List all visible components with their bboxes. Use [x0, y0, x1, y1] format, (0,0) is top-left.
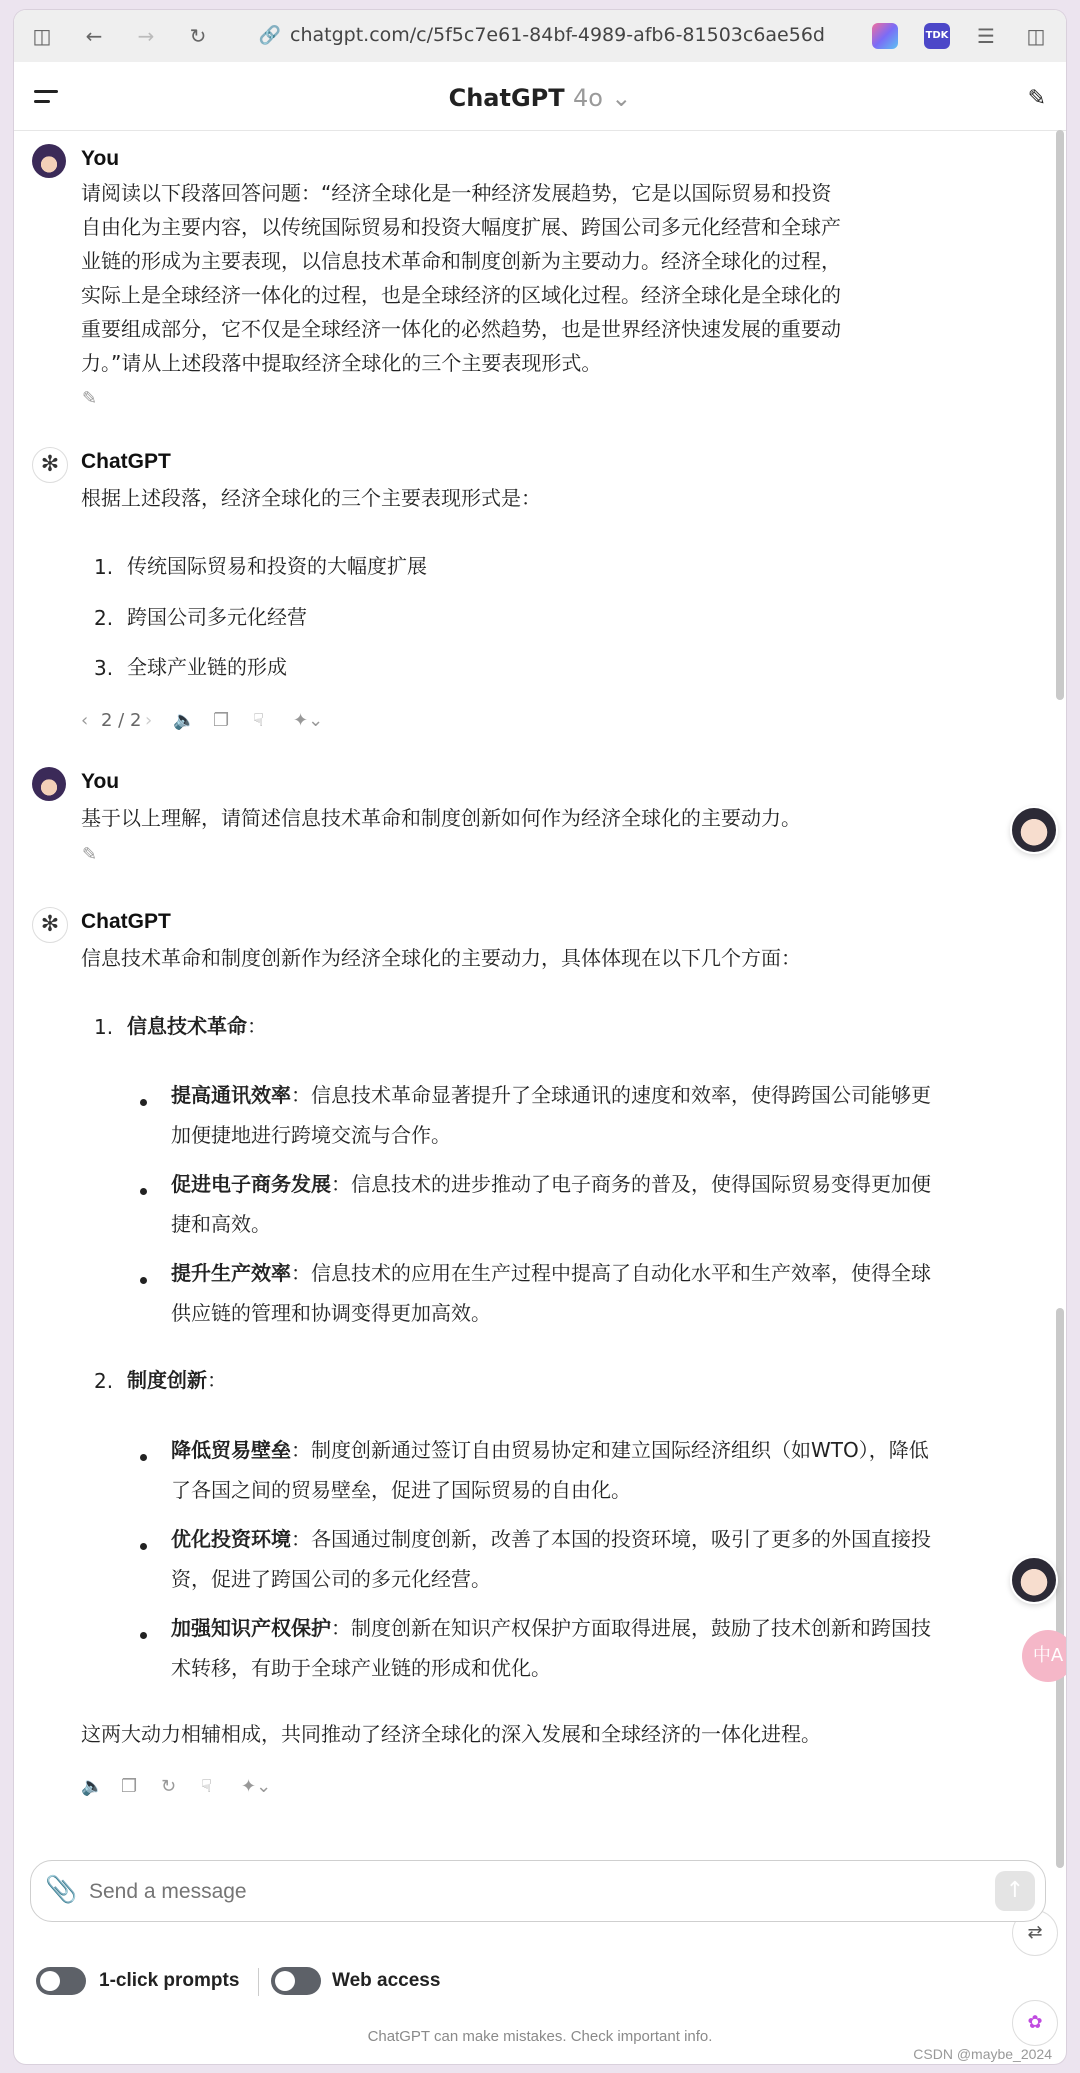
copy-icon[interactable]: ❐: [213, 710, 230, 731]
sidebar-toggle-icon[interactable]: ◫: [32, 24, 52, 48]
chevron-down-icon: ⌄: [611, 84, 632, 112]
watermark: CSDN @maybe_2024: [913, 2046, 1052, 2062]
assistant-intro: 信息技术革命和制度创新作为经济全球化的主要动力，具体体现在以下几个方面：: [81, 946, 801, 970]
address-bar[interactable]: chatgpt.com/c/5f5c7e61-84bf-4989-afb6-81503c6ae56d: [290, 24, 825, 46]
list-item: 提升生产效率：信息技术的应用在生产过程中提高了自动化水平和生产效率，使得全球 供应链的管理和协调变得更加高效。: [171, 1261, 931, 1325]
list-item: 跨国公司多元化经营: [127, 605, 307, 629]
assistant-avatar-button[interactable]: [1010, 806, 1058, 854]
bullet: [140, 1543, 147, 1550]
message-line: 力。”请从上述段落中提取经济全球化的三个主要表现形式。: [81, 351, 602, 375]
bullet: [140, 1632, 147, 1639]
toggle-label: 1-click prompts: [99, 1970, 240, 1991]
list-item: 促进电子商务发展：信息技术的进步推动了电子商务的普及，使得国际贸易变得更加便 捷和高效。: [171, 1172, 931, 1236]
brain-icon[interactable]: ✿: [1012, 2000, 1058, 2046]
translate-button[interactable]: 中A: [1022, 1630, 1066, 1682]
avatar: [32, 144, 66, 178]
response-actions: [81, 1776, 321, 1800]
message-author: ChatGPT: [81, 910, 171, 933]
web-access-toggle[interactable]: [271, 1967, 321, 1995]
app-title: ChatGPT: [448, 84, 565, 112]
user-message: 基于以上理解，请简述信息技术革命和制度创新如何作为经济全球化的主要动力。: [81, 806, 801, 830]
prev-response-icon[interactable]: ‹: [81, 710, 89, 731]
message-line: 业链的形成为主要表现，以信息技术革命和制度创新为主要动力。经济全球化的过程，: [81, 249, 841, 273]
message-line: 自由化为主要内容，以传统国际贸易和投资大幅度扩展、跨国公司多元化经营和全球产: [81, 215, 841, 239]
chatgpt-logo-icon: ✻: [32, 447, 68, 483]
page-title[interactable]: [14, 84, 1066, 112]
tdk-extension-icon[interactable]: TDK: [924, 23, 950, 49]
split-view-icon[interactable]: ◫: [1026, 24, 1046, 48]
copy-icon[interactable]: ❐: [121, 1776, 138, 1797]
section-title: 制度创新：: [127, 1368, 227, 1392]
scrollbar[interactable]: [1056, 130, 1064, 1870]
edit-pencil-icon[interactable]: ✎: [82, 844, 98, 865]
message-line: 请阅读以下段落回答问题：“经济全球化是一种经济发展趋势，它是以国际贸易和投资: [81, 181, 832, 205]
message-input[interactable]: [87, 1873, 971, 1911]
model-sparkle-icon[interactable]: ✦⌄: [241, 1776, 272, 1797]
message-line: 实际上是全球经济一体化的过程，也是全球经济的区域化过程。经济全球化是全球化的: [81, 283, 841, 307]
scrollbar-thumb[interactable]: [1056, 130, 1064, 700]
bullet: [140, 1454, 147, 1461]
message-author: You: [81, 770, 120, 793]
one-click-prompts-toggle[interactable]: [36, 1967, 86, 1995]
settings-sliders-icon[interactable]: ☰: [977, 24, 995, 48]
edit-pencil-icon[interactable]: ✎: [82, 388, 98, 409]
list-number: 1.: [94, 555, 114, 579]
link-icon: 🔗: [258, 25, 282, 46]
list-item: 提高通讯效率：信息技术革命显著提升了全球通讯的速度和效率，使得跨国公司能够更 加便捷地进行跨境交流与合作。: [171, 1083, 931, 1147]
toggle-label: Web access: [332, 1970, 441, 1991]
browser-toolbar: [14, 10, 1066, 63]
new-chat-icon[interactable]: ✎: [1027, 86, 1046, 111]
assistant-avatar-button[interactable]: [1010, 1556, 1058, 1604]
response-pager: 2 / 2: [101, 710, 142, 731]
message-author: ChatGPT: [81, 450, 171, 473]
brain-extension-icon[interactable]: [872, 23, 898, 49]
next-response-icon[interactable]: ›: [145, 710, 153, 731]
list-item: 优化投资环境：各国通过制度创新，改善了本国的投资环境，吸引了更多的外国直接投 资，促进了跨国公司的多元化经营。: [171, 1527, 931, 1591]
regenerate-icon[interactable]: ↻: [161, 1776, 177, 1797]
divider: [258, 1968, 259, 1996]
list-number: 2.: [94, 1369, 114, 1393]
response-actions: [81, 710, 381, 734]
regenerate-sparkle-icon[interactable]: ✦⌄: [293, 710, 324, 731]
assistant-intro: 根据上述段落，经济全球化的三个主要表现形式是：: [81, 486, 541, 510]
model-name: 4o: [572, 84, 603, 112]
message-line: 重要组成部分，它不仅是全球经济一体化的必然趋势，也是世界经济快速发展的重要动: [81, 317, 841, 341]
chatgpt-logo-icon: ✻: [32, 907, 68, 943]
bullet: [140, 1277, 147, 1284]
scrollbar-thumb[interactable]: [1056, 1308, 1064, 1868]
message-composer: [30, 1860, 1046, 1922]
read-aloud-icon[interactable]: 🔈: [81, 1776, 104, 1797]
paperclip-icon[interactable]: 📎: [45, 1875, 78, 1905]
list-item: 传统国际贸易和投资的大幅度扩展: [127, 554, 427, 578]
chat-header: [14, 62, 1066, 131]
reload-icon[interactable]: ↻: [189, 24, 207, 48]
read-aloud-icon[interactable]: 🔈: [173, 710, 196, 731]
bullet: [140, 1099, 147, 1106]
list-number: 2.: [94, 606, 114, 630]
back-icon[interactable]: ←: [85, 24, 103, 48]
avatar: [32, 767, 66, 801]
thumbs-down-icon[interactable]: ☟: [253, 710, 264, 731]
list-number: 1.: [94, 1015, 114, 1039]
list-item: 降低贸易壁垒：制度创新通过签订自由贸易协定和建立国际经济组织（如WTO），降低 了各国之间的贸易壁垒，促进了国际贸易的自由化。: [171, 1438, 929, 1502]
list-number: 3.: [94, 656, 114, 680]
send-button[interactable]: ↑: [995, 1871, 1035, 1911]
bullet: [140, 1188, 147, 1195]
forward-icon[interactable]: →: [137, 24, 155, 48]
thumbs-down-icon[interactable]: ☟: [201, 1776, 212, 1797]
translate-icon[interactable]: ⇄: [1012, 1910, 1058, 1956]
message-author: You: [81, 147, 120, 170]
assistant-summary: 这两大动力相辅相成，共同推动了经济全球化的深入发展和全球经济的一体化进程。: [81, 1722, 821, 1746]
browser-window: [14, 10, 1066, 2064]
section-title: 信息技术革命：: [127, 1014, 267, 1038]
user-message: [81, 176, 841, 380]
disclaimer: ChatGPT can make mistakes. Check important info.: [367, 2028, 713, 2045]
list-item: 全球产业链的形成: [127, 655, 287, 679]
list-item: 加强知识产权保护：制度创新在知识产权保护方面取得进展，鼓励了技术创新和跨国技 术转移，有助于全球产业链的形成和优化。: [171, 1616, 931, 1680]
